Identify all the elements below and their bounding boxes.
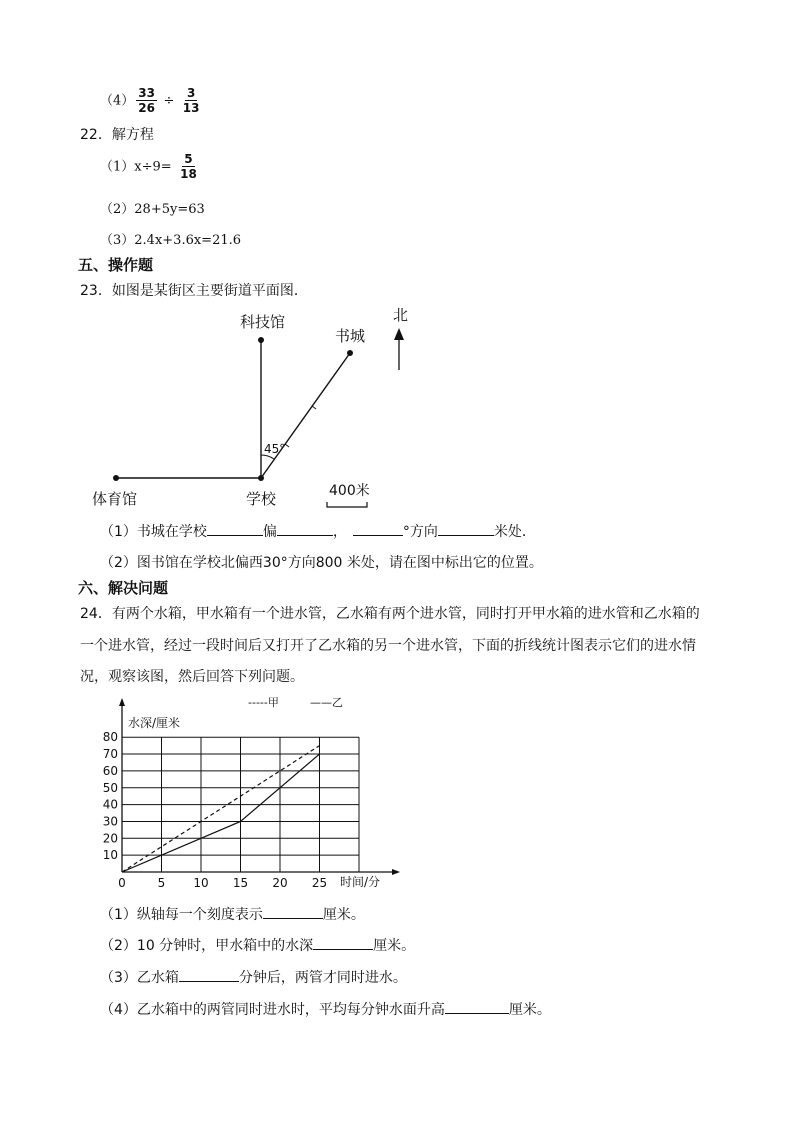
answer-blank[interactable]: [313, 935, 373, 950]
y-tick-label: 20: [102, 831, 118, 846]
x-tick-label: 20: [272, 876, 288, 890]
bookcity-point: [347, 350, 353, 356]
street-school-bookcity: [261, 353, 350, 478]
section6-heading: 六、解决问题: [78, 579, 169, 597]
q24-line1: 24．有两个水箱，甲水箱有一个进水管，乙水箱有两个进水管，同时打开甲水箱的进水管和乙水箱的: [80, 606, 700, 622]
tech-museum-point: [258, 337, 264, 343]
x-tick-label: 15: [232, 876, 249, 890]
denominator: 13: [182, 101, 200, 115]
y-tick-label: 60: [102, 763, 118, 778]
label-school: 学校: [246, 490, 277, 508]
q21-part4-label: （4）: [100, 93, 135, 109]
q24-part4-text-a: （4）乙水箱中的两管同时进水时，平均每分钟水面升高: [100, 1002, 445, 1018]
label-tech-museum: 科技馆: [240, 313, 286, 331]
q23-part1-text-b: 偏: [262, 524, 277, 540]
fraction-33-26: [136, 86, 157, 115]
x-tick-label: 25: [311, 876, 328, 890]
q23-part2: （2）图书馆在学校北偏西30°方向800 米处，请在图中标出它的位置。: [100, 555, 543, 571]
answer-blank[interactable]: [263, 904, 323, 919]
y-tick-label: 10: [102, 848, 118, 863]
section5-heading: 五、操作题: [78, 256, 154, 274]
water-depth-line-chart: [96, 690, 416, 896]
q22-part3-label: （3）: [100, 233, 135, 248]
x-tick-label: 0: [118, 876, 126, 890]
q24-part1-text-a: （1）纵轴每一个刻度表示: [100, 907, 263, 923]
series-line-yi: [122, 754, 320, 872]
angle-label: 45°: [264, 442, 286, 456]
q24-line2: 一个进水管，经过一段时间后又打开了乙水箱的另一个进水管，下面的折线统计图表示它们的进水情: [80, 638, 696, 654]
diagonal-tick: [285, 444, 289, 447]
q23-title: 23．如图是某街区主要街道平面图．: [80, 283, 308, 299]
q22-part3-expr: 2.4x+3.6x=21.6: [134, 233, 242, 248]
street-map-diagram: [80, 298, 420, 512]
q24-part3-text-a: （3）乙水箱: [100, 970, 179, 986]
q22-title: 22．解方程: [80, 127, 154, 143]
q22-part2-label: （2）: [100, 202, 135, 217]
y-tick-label: 80: [102, 730, 118, 745]
q24-part2: [100, 935, 415, 955]
legend-yi: ——乙: [310, 696, 343, 709]
chart-legend: [248, 696, 343, 709]
legend-jia: -----甲: [248, 696, 279, 709]
label-bookcity: 书城: [335, 327, 366, 345]
divide-sign: ÷: [163, 93, 175, 109]
chart-series: [122, 746, 320, 872]
q24-part2-text-b: 厘米。: [373, 938, 416, 954]
q24-part1: [100, 904, 365, 924]
x-axis-arrow-icon: [392, 869, 400, 875]
y-axis-label: 水深/厘米: [128, 716, 181, 730]
q24-part2-text-a: （2）10 分钟时，甲水箱中的水深: [100, 938, 314, 954]
answer-blank[interactable]: [353, 521, 403, 536]
q22-part2: [100, 198, 205, 217]
north-arrow-icon: [394, 328, 404, 340]
q23-part1-text-c: ，: [332, 524, 347, 540]
q24-part1-text-b: 厘米。: [322, 907, 365, 923]
denominator: 26: [138, 101, 155, 115]
q22-part2-expr: 28+5y=63: [134, 202, 205, 217]
q23-part1: [100, 521, 536, 541]
q24-line3: 况，观察该图，然后回答下列问题。: [80, 669, 304, 685]
q21-part4: [100, 86, 204, 115]
y-tick-label: 50: [102, 780, 118, 795]
q23-part1-text-e: 米处．: [493, 524, 536, 540]
gym-point: [113, 475, 119, 481]
answer-blank[interactable]: [277, 521, 333, 536]
q22-part1-expr: x÷9=: [134, 159, 172, 175]
fraction-3-13: [181, 86, 202, 115]
y-tick-label: 70: [102, 747, 118, 762]
q22-part3: [100, 229, 241, 248]
scale-label: 400米: [329, 483, 370, 499]
numerator: 5: [184, 152, 193, 166]
series-line-jia: [122, 746, 320, 872]
q23-part1-text-a: （1）书城在学校: [100, 524, 207, 540]
school-point: [258, 475, 264, 481]
q24-part3: [100, 967, 407, 987]
numerator: 3: [186, 86, 196, 100]
x-tick-label: 10: [193, 876, 209, 890]
diagonal-tick: [312, 406, 316, 409]
q24-part3-text-b: 分钟后，两管才同时进水。: [238, 970, 407, 986]
q23-part1-text-d: °方向: [402, 524, 438, 540]
answer-blank[interactable]: [179, 967, 239, 982]
chart-grid: [122, 737, 359, 872]
y-tick-label: 30: [102, 814, 118, 829]
denominator: 18: [180, 167, 197, 181]
y-axis-arrow-icon: [119, 698, 125, 706]
y-tick-label: 40: [102, 797, 118, 812]
x-axis-label: 时间/分: [340, 875, 381, 889]
q24-part4-text-b: 厘米。: [508, 1002, 551, 1018]
x-tick-label: 5: [157, 876, 166, 890]
answer-blank[interactable]: [445, 999, 509, 1014]
north-label: 北: [393, 306, 409, 324]
scale-bar: [327, 502, 367, 507]
answer-blank[interactable]: [438, 521, 494, 536]
fraction-5-18: [178, 152, 199, 181]
q24-part4: [100, 999, 551, 1019]
q22-part1-label: （1）: [100, 159, 135, 175]
numerator: 33: [138, 86, 155, 100]
label-gym: 体育馆: [92, 490, 138, 508]
answer-blank[interactable]: [207, 521, 263, 536]
q22-part1: [100, 152, 201, 181]
